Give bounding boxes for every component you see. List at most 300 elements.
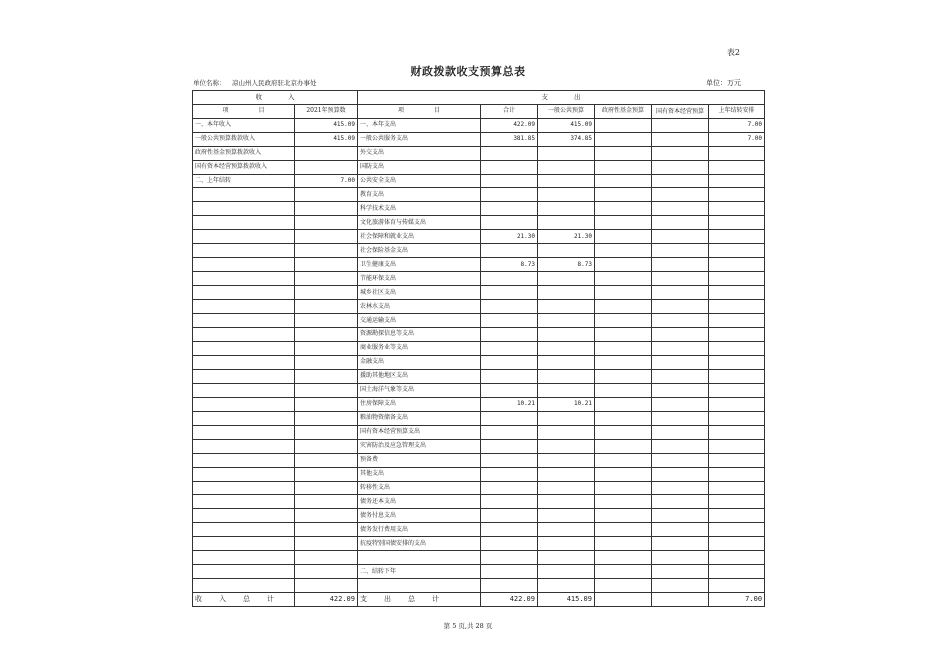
state-value [652, 537, 709, 551]
fund-value [595, 328, 652, 342]
general-value [538, 425, 595, 439]
expense-item: 住房保障支出 [358, 397, 481, 411]
carryover-value [709, 425, 765, 439]
income-item [193, 495, 295, 509]
fund-value [595, 411, 652, 425]
table-row [193, 495, 765, 509]
fund-total-value [595, 593, 652, 607]
income-value: 415.09 [295, 118, 358, 132]
carryover-value [709, 272, 765, 286]
carryover-value [709, 202, 765, 216]
total-value: 381.85 [481, 132, 538, 146]
total-value: 8.73 [481, 258, 538, 272]
total-value [481, 174, 538, 188]
table-row [193, 453, 765, 467]
income-value [295, 467, 358, 481]
table-row [193, 286, 765, 300]
total-value [481, 369, 538, 383]
header-row-columns [193, 104, 765, 118]
expense-item: 交通运输支出 [358, 314, 481, 328]
carryover-value [709, 369, 765, 383]
income-value [295, 328, 358, 342]
income-item [193, 355, 295, 369]
general-value [538, 565, 595, 579]
general-value [538, 467, 595, 481]
income-value [295, 216, 358, 230]
income-value [295, 369, 358, 383]
income-value [295, 383, 358, 397]
state-value [652, 467, 709, 481]
expense-item [358, 551, 481, 565]
state-value [652, 369, 709, 383]
state-value [652, 523, 709, 537]
income-item [193, 369, 295, 383]
income-item [193, 481, 295, 495]
general-value [538, 355, 595, 369]
total-value [481, 188, 538, 202]
income-value [295, 300, 358, 314]
income-value [295, 565, 358, 579]
table-row [193, 369, 765, 383]
table-row [193, 188, 765, 202]
general-budget-header: 一般公共预算 [538, 104, 595, 118]
table-row [193, 439, 765, 453]
income-value [295, 160, 358, 174]
general-value [538, 328, 595, 342]
expense-item: 转移性支出 [358, 481, 481, 495]
expense-item: 二、结转下年 [358, 565, 481, 579]
income-total-label: 收 入 总 计 [193, 593, 295, 607]
carryover-value [709, 509, 765, 523]
expense-item: 公共安全支出 [358, 174, 481, 188]
total-value [481, 328, 538, 342]
income-item [193, 328, 295, 342]
state-value [652, 453, 709, 467]
income-value [295, 286, 358, 300]
carryover-value [709, 565, 765, 579]
total-value [481, 300, 538, 314]
table-row [193, 314, 765, 328]
fund-value [595, 537, 652, 551]
total-value [481, 202, 538, 216]
expense-total-label: 支 出 总 计 [358, 593, 481, 607]
expense-item: 粮油物资储备支出 [358, 411, 481, 425]
income-item [193, 383, 295, 397]
total-value [481, 383, 538, 397]
fund-value [595, 495, 652, 509]
general-value [538, 369, 595, 383]
table-number: 表2 [726, 48, 740, 57]
income-value [295, 272, 358, 286]
fund-value [595, 467, 652, 481]
table-row [193, 146, 765, 160]
table-row [193, 537, 765, 551]
carryover-value [709, 314, 765, 328]
expense-item [358, 579, 481, 593]
fund-value [595, 160, 652, 174]
expense-item: 科学技术支出 [358, 202, 481, 216]
table-row [193, 160, 765, 174]
fund-budget-header: 政府性基金预算 [595, 104, 652, 118]
state-value [652, 244, 709, 258]
table-body [193, 118, 765, 592]
fund-value [595, 369, 652, 383]
income-item [193, 216, 295, 230]
general-value [538, 146, 595, 160]
expense-item: 国防支出 [358, 160, 481, 174]
fund-value [595, 244, 652, 258]
total-value [481, 341, 538, 355]
income-value [295, 146, 358, 160]
income-item [193, 286, 295, 300]
table-row [193, 202, 765, 216]
income-item-header: 项 目 [193, 104, 295, 118]
general-value [538, 244, 595, 258]
general-value [538, 202, 595, 216]
carryover-value: 7.00 [709, 118, 765, 132]
total-value [481, 425, 538, 439]
state-value [652, 383, 709, 397]
fund-value [595, 383, 652, 397]
unit-name: 凉山州人民政府驻北京办事处 [232, 79, 317, 87]
state-value [652, 439, 709, 453]
income-item [193, 565, 295, 579]
general-value: 21.30 [538, 230, 595, 244]
state-value [652, 411, 709, 425]
fund-value [595, 202, 652, 216]
income-item: 政府性基金预算拨款收入 [193, 146, 295, 160]
table-row [193, 425, 765, 439]
state-value [652, 328, 709, 342]
fund-value [595, 551, 652, 565]
general-value [538, 453, 595, 467]
currency-unit: 单位：万元 [706, 79, 741, 87]
total-value [481, 272, 538, 286]
income-value [295, 523, 358, 537]
state-value [652, 425, 709, 439]
income-item [193, 551, 295, 565]
table-row [193, 355, 765, 369]
general-value: 8.73 [538, 258, 595, 272]
total-value [481, 314, 538, 328]
expense-item: 其他支出 [358, 467, 481, 481]
fund-value [595, 118, 652, 132]
total-value [481, 467, 538, 481]
general-value [538, 509, 595, 523]
income-value [295, 481, 358, 495]
carryover-value [709, 579, 765, 593]
fund-value [595, 174, 652, 188]
income-value [295, 258, 358, 272]
carryover-value [709, 453, 765, 467]
state-value [652, 300, 709, 314]
total-value [481, 551, 538, 565]
income-total-value: 422.09 [295, 593, 358, 607]
income-budget-header: 2021年预算数 [295, 104, 358, 118]
general-value [538, 188, 595, 202]
table-row [193, 509, 765, 523]
general-value: 415.09 [538, 118, 595, 132]
state-value [652, 565, 709, 579]
expense-item: 资源勘探信息等支出 [358, 328, 481, 342]
header-row-group [193, 91, 765, 105]
state-value [652, 314, 709, 328]
table-row [193, 132, 765, 146]
expense-item: 一般公共服务支出 [358, 132, 481, 146]
expense-total-value: 422.09 [481, 593, 538, 607]
fund-value [595, 230, 652, 244]
general-value [538, 300, 595, 314]
total-value [481, 481, 538, 495]
state-value [652, 118, 709, 132]
table-row [193, 300, 765, 314]
carryover-value [709, 286, 765, 300]
carryover-value [709, 216, 765, 230]
general-value [538, 579, 595, 593]
general-value [538, 495, 595, 509]
total-header: 合计 [481, 104, 538, 118]
fund-value [595, 565, 652, 579]
table-row [193, 523, 765, 537]
income-value [295, 341, 358, 355]
total-value [481, 523, 538, 537]
expense-item: 文化旅游体育与传媒支出 [358, 216, 481, 230]
income-item: 一般公共预算拨款收入 [193, 132, 295, 146]
income-header: 收 入 [193, 91, 358, 105]
state-value [652, 258, 709, 272]
income-item [193, 467, 295, 481]
table-row [193, 341, 765, 355]
expense-item: 社会保障和就业支出 [358, 230, 481, 244]
expense-item: 国有资本经营预算支出 [358, 425, 481, 439]
fund-value [595, 425, 652, 439]
state-value [652, 146, 709, 160]
table-row [193, 258, 765, 272]
expense-item: 债务付息支出 [358, 509, 481, 523]
income-item [193, 188, 295, 202]
general-value [538, 523, 595, 537]
carryover-value [709, 495, 765, 509]
income-item [193, 509, 295, 523]
income-item: 一、本年收入 [193, 118, 295, 132]
carryover-header: 上年结转安排 [709, 104, 765, 118]
income-value [295, 495, 358, 509]
fund-value [595, 453, 652, 467]
general-value [538, 314, 595, 328]
state-value [652, 551, 709, 565]
income-item [193, 341, 295, 355]
fund-value [595, 355, 652, 369]
expense-item: 灾害防治及应急管理支出 [358, 439, 481, 453]
income-item [193, 537, 295, 551]
general-value [538, 439, 595, 453]
expense-item: 预备费 [358, 453, 481, 467]
income-value [295, 314, 358, 328]
table-row [193, 551, 765, 565]
income-value [295, 355, 358, 369]
income-item [193, 523, 295, 537]
state-total-value [652, 593, 709, 607]
general-value [538, 481, 595, 495]
carryover-value [709, 244, 765, 258]
state-value [652, 272, 709, 286]
fund-value [595, 216, 652, 230]
totals-row [193, 593, 765, 607]
total-value [481, 286, 538, 300]
page-footer: 第 5 页,共 28 页 [443, 622, 493, 630]
total-value [481, 579, 538, 593]
total-value [481, 160, 538, 174]
general-value [538, 286, 595, 300]
income-item [193, 272, 295, 286]
state-value [652, 355, 709, 369]
income-item [193, 300, 295, 314]
expense-item: 社会保险基金支出 [358, 244, 481, 258]
fund-value [595, 146, 652, 160]
carryover-value [709, 551, 765, 565]
state-value [652, 495, 709, 509]
state-value [652, 579, 709, 593]
general-value: 374.85 [538, 132, 595, 146]
expense-item: 一、本年支出 [358, 118, 481, 132]
expense-item: 国土海洋气象等支出 [358, 383, 481, 397]
total-value [481, 537, 538, 551]
carryover-value [709, 481, 765, 495]
income-item [193, 202, 295, 216]
state-value [652, 202, 709, 216]
income-item: 二、上年结转 [193, 174, 295, 188]
fund-value [595, 341, 652, 355]
table-row [193, 467, 765, 481]
table-row [193, 272, 765, 286]
fund-value [595, 397, 652, 411]
general-value [538, 216, 595, 230]
income-value [295, 397, 358, 411]
income-item: 国有资本经营预算拨款收入 [193, 160, 295, 174]
income-value [295, 411, 358, 425]
budget-table [192, 90, 765, 607]
total-value [481, 216, 538, 230]
general-value: 10.21 [538, 397, 595, 411]
carryover-value [709, 258, 765, 272]
general-value [538, 383, 595, 397]
state-value [652, 509, 709, 523]
income-item [193, 453, 295, 467]
income-item [193, 439, 295, 453]
total-value [481, 439, 538, 453]
income-item [193, 244, 295, 258]
table-row [193, 118, 765, 132]
expense-item: 债务发行费用支出 [358, 523, 481, 537]
income-value [295, 425, 358, 439]
carryover-value: 7.00 [709, 132, 765, 146]
income-value: 415.09 [295, 132, 358, 146]
fund-value [595, 132, 652, 146]
general-value [538, 537, 595, 551]
total-value [481, 453, 538, 467]
state-value [652, 481, 709, 495]
state-value [652, 230, 709, 244]
total-value [481, 244, 538, 258]
general-value [538, 411, 595, 425]
expense-item: 卫生健康支出 [358, 258, 481, 272]
carryover-value [709, 341, 765, 355]
table-row [193, 174, 765, 188]
total-value [481, 495, 538, 509]
table-row [193, 481, 765, 495]
carryover-value [709, 523, 765, 537]
carryover-value [709, 300, 765, 314]
state-value [652, 160, 709, 174]
income-item [193, 425, 295, 439]
income-value [295, 537, 358, 551]
state-value [652, 132, 709, 146]
expense-item: 教育支出 [358, 188, 481, 202]
income-item [193, 397, 295, 411]
fund-value [595, 314, 652, 328]
expense-item: 援助其他地区支出 [358, 369, 481, 383]
income-value [295, 453, 358, 467]
fund-value [595, 509, 652, 523]
fund-value [595, 272, 652, 286]
income-item [193, 258, 295, 272]
income-value [295, 244, 358, 258]
income-value [295, 509, 358, 523]
expense-item: 抗疫特别国债安排的支出 [358, 537, 481, 551]
general-value [538, 272, 595, 286]
expense-header: 支 出 [358, 91, 765, 105]
income-value [295, 188, 358, 202]
total-value [481, 565, 538, 579]
income-item [193, 579, 295, 593]
table-row [193, 565, 765, 579]
income-value [295, 230, 358, 244]
carryover-value [709, 537, 765, 551]
fund-value [595, 188, 652, 202]
total-value [481, 146, 538, 160]
state-value [652, 216, 709, 230]
table-row [193, 397, 765, 411]
carryover-value [709, 467, 765, 481]
expense-item-header: 项 目 [358, 104, 481, 118]
income-value [295, 579, 358, 593]
fund-value [595, 579, 652, 593]
income-value: 7.00 [295, 174, 358, 188]
table-row [193, 411, 765, 425]
carryover-value [709, 160, 765, 174]
income-item [193, 230, 295, 244]
table-row [193, 244, 765, 258]
state-capital-header: 国有资本经营预算 [652, 104, 709, 118]
income-value [295, 202, 358, 216]
fund-value [595, 286, 652, 300]
state-value [652, 188, 709, 202]
state-value [652, 174, 709, 188]
carryover-value [709, 383, 765, 397]
carryover-total-value: 7.00 [709, 593, 765, 607]
carryover-value [709, 328, 765, 342]
total-value: 21.30 [481, 230, 538, 244]
income-value [295, 439, 358, 453]
carryover-value [709, 397, 765, 411]
income-item [193, 314, 295, 328]
expense-item: 金融支出 [358, 355, 481, 369]
total-value: 10.21 [481, 397, 538, 411]
general-value [538, 160, 595, 174]
expense-item: 城乡社区支出 [358, 286, 481, 300]
state-value [652, 397, 709, 411]
table-row [193, 383, 765, 397]
